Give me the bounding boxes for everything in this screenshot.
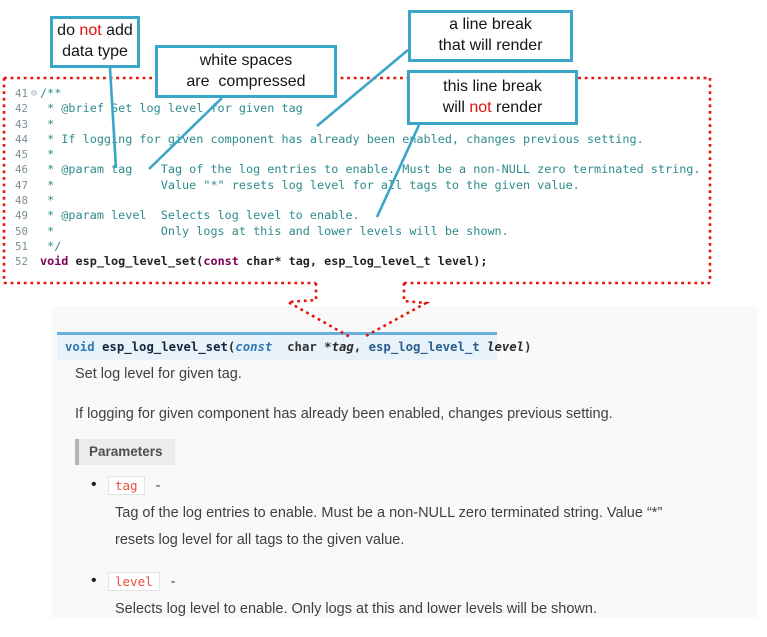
callout-text-line [443,77,542,98]
callout-text: data type [62,43,128,60]
line-number: 43 [14,117,28,131]
signature-token [272,340,287,354]
signature-type-link[interactable]: esp_log_level_t [368,340,480,354]
code-text: esp_log_level_set( [68,254,204,269]
code-text: * Only logs at this and lower levels will be shown. [40,223,509,238]
fold-gutter [28,117,40,132]
callout-no-datatype [50,16,140,68]
signature-token: , [353,340,369,354]
callout-text: not [469,98,492,116]
callout-text: will [442,98,470,116]
fold-gutter [28,193,40,208]
line-number: 50 [14,224,28,238]
callout-text: render [491,98,543,116]
line-number: 47 [14,178,28,192]
fold-gutter [28,132,40,147]
line-number: 44 [14,132,28,146]
code-text: * @brief Set log level for given tag [40,101,303,116]
code-line[interactable] [10,132,701,147]
signature-token: char [287,340,317,354]
code-text: * [40,193,55,208]
param-name-chip: tag [108,476,145,495]
code-text: const [203,254,239,269]
fold-collapse-icon[interactable]: ⊖ [30,88,38,99]
signature-token: level [487,340,525,354]
code-text: * [40,116,55,131]
line-number: 49 [14,209,28,223]
param-list [89,476,749,637]
line-number: 48 [14,194,28,208]
callout-text: a line break [449,16,532,34]
code-line[interactable] [10,208,701,223]
callout-text-line [186,72,305,93]
callout-text-line [62,42,128,63]
fold-gutter [28,101,40,116]
callout-text-line [438,36,542,57]
code-text: void [40,254,69,269]
code-text: * Value "*" resets log level for all tags to the given value. [40,177,580,192]
code-line[interactable] [10,224,701,239]
line-number: 45 [14,148,28,162]
code-text: * @param tag Tag of the log entries to enable. Must be a non-NULL zero terminated string. [40,162,701,177]
param-item [89,476,749,554]
line-number: 51 [14,239,28,253]
param-head [115,476,749,495]
callout-linebreak-not-render [407,70,578,125]
code-text: char* tag, esp_log_level_t level); [238,254,488,269]
fold-gutter [28,147,40,162]
fold-gutter [28,162,40,177]
callout-text-line [443,98,543,119]
param-head [115,572,749,591]
code-text: * If logging for given component has already been enabled, changes previous setting. [40,131,644,146]
param-name-chip: level [108,572,160,591]
param-desc: Tag of the log entries to enable. Must be a non-NULL zero terminated string. Value “*” resets log level for all tags to the given value. [115,505,663,548]
signature-token: * [316,340,332,354]
fold-gutter [28,239,40,254]
code-editor[interactable] [10,86,701,270]
callout-linebreak-renders [408,10,573,62]
callout-text-line [200,51,293,72]
signature-token [480,340,487,354]
param-desc: Selects log level to enable. Only logs at this and lower levels will be shown. [115,600,597,617]
code-text: /** [40,86,62,100]
signature-token: ) [524,340,532,354]
callout-text: that will render [438,37,543,54]
callout-text-line [449,15,532,36]
code-line[interactable] [10,98,701,116]
callout-text: are compressed [186,72,306,90]
code-line[interactable] [10,162,701,177]
fold-gutter [28,224,40,239]
callout-text: this line break [443,77,542,95]
code-text: */ [40,238,62,253]
callout-text: add [101,22,133,40]
rendered-doc-panel [52,306,757,618]
code-line[interactable] [10,147,701,162]
callout-text: do [57,22,80,40]
function-signature [57,332,532,360]
callout-text: white spaces [199,51,293,69]
signature-token: esp_log_level_set [102,340,228,354]
signature-token: tag [331,340,354,354]
code-line[interactable] [10,193,701,208]
signature-token: const [235,340,273,354]
line-number: 52 [14,255,28,269]
code-text: * [40,147,55,162]
callout-text: not [79,22,102,40]
callout-whitespace-compressed [155,45,337,98]
code-line[interactable] [10,117,701,132]
code-line[interactable] [10,239,701,254]
param-dash: - [151,478,161,494]
doc-paragraph-details: If logging for given component has already been enabled, changes previous setting. [75,406,613,422]
signature-token: void [65,340,103,354]
code-line[interactable] [10,178,701,193]
code-line[interactable] [10,86,701,101]
param-dash: - [166,573,176,590]
fold-gutter [28,254,40,269]
fold-gutter [28,208,40,223]
code-text: * @param level Selects log level to enable. [40,208,360,223]
signature-token: ( [227,340,236,354]
line-number: 42 [14,102,28,116]
code-line[interactable] [10,254,701,269]
callout-text-line [57,21,133,42]
doc-paragraph-brief: Set log level for given tag. [75,366,242,382]
fold-gutter [28,178,40,193]
line-number: 41 [14,87,28,100]
parameters-rubric: Parameters [75,439,175,465]
param-item [89,572,749,623]
line-number: 46 [14,163,28,177]
